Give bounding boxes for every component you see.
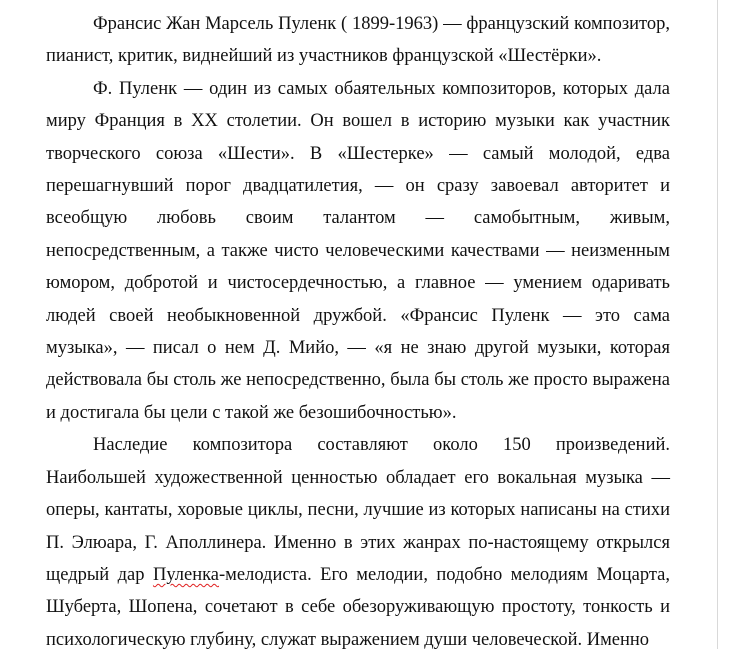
document-body[interactable]: [46, 8, 670, 656]
paragraph-intro[interactable]: Франсис Жан Марсель Пуленк ( 1899-1963) — французский композитор, пианист, критик, виднейший из участников французской «Шестёрки».: [46, 14, 670, 67]
paragraph-legacy-end[interactable]: -мелодиста. Его мелодии, подобно мелодиям Моцарта, Шуберта, Шопена, сочетают в себе обезоруживающую простоту, тонкость и психологическую глубину, служат выражением души человеческой. Именно: [46, 564, 670, 650]
paragraph-legacy[interactable]: [46, 429, 670, 656]
spelling-error-word[interactable]: Пуленка: [152, 564, 220, 585]
paragraph-biography[interactable]: Ф. Пуленк — один из самых обаятельных композиторов, которых дала миру Франция в XX столетии. Он вошел в историю музыки как участник творческого союза «Шести». В «Шестерке» — самый молодой, едва перешагнувший порог двадцатилетия, — он сразу завоевал авторитет и всеобщую любовь своим талантом — самобытным, живым, непосредственным, а также чисто человеческими качествами — неизменным юмором, добротой и чистосердечностью, а главное — умением одаривать людей своей необыкновенной дружбой. «Франсис Пуленк — это сама музыка», — писал о нем Д. Мийо, — «я не знаю другой музыки, которая действовала бы столь же непосредственно, была бы столь же просто выражена и достигала бы цели с такой же безошибочностью».: [46, 78, 670, 423]
paragraph-legacy-start[interactable]: Наследие композитора составляют около 150 произведений. Наибольшей художественной ценностью обладает его вокальная музыка — оперы, кантаты, хоровые циклы, песни, лучшие из которых написаны на стихи П. Элюара, Г. Аполлинера. Именно в этих жанрах по-настоящему открылся щедрый дар: [46, 435, 670, 585]
page-edge-divider: [717, 0, 718, 649]
